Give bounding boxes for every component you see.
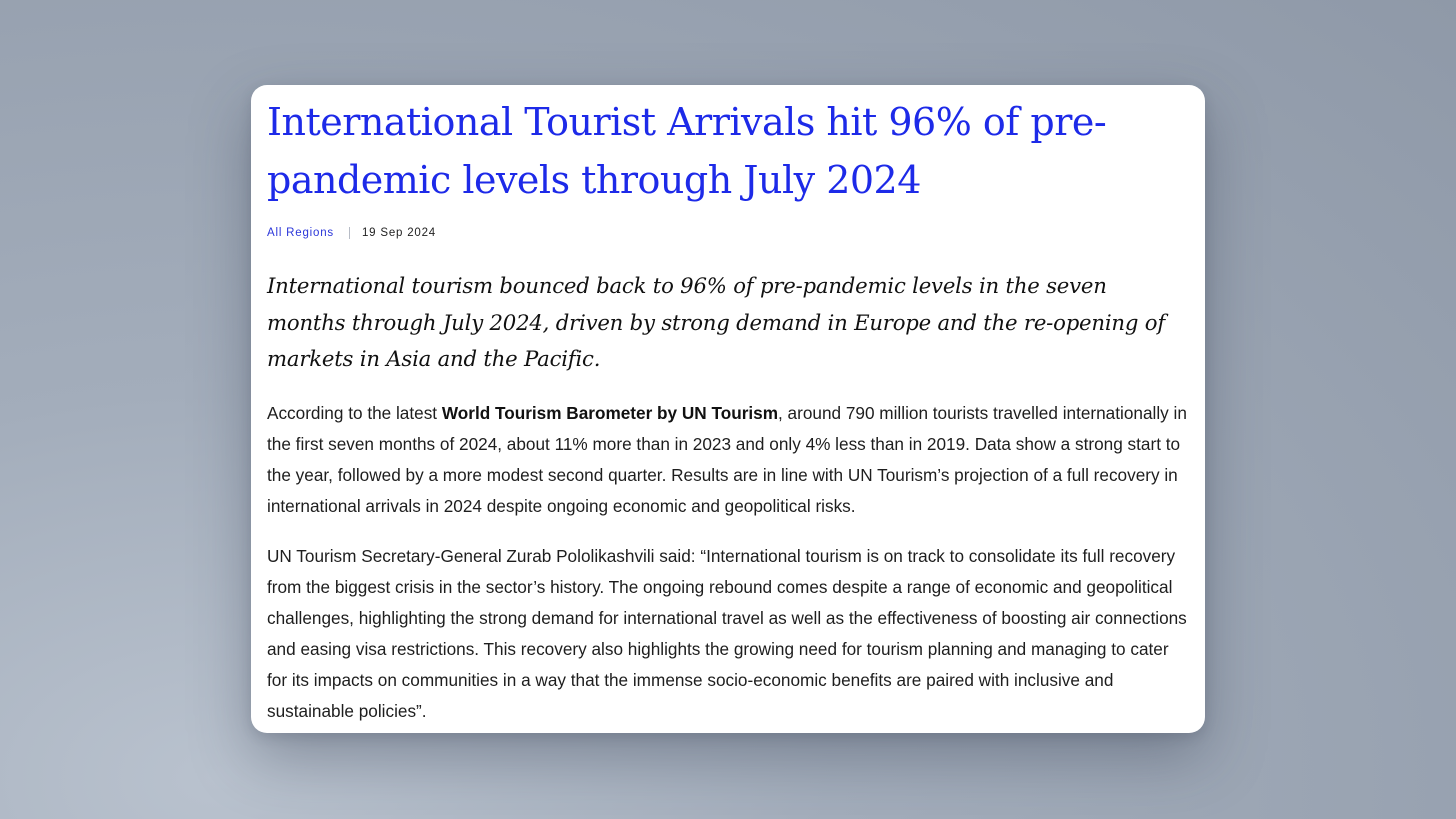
barometer-name: World Tourism Barometer by UN Tourism <box>441 402 778 423</box>
article-card <box>251 85 1205 733</box>
article-meta <box>267 225 1189 241</box>
article-lede: International tourism bounced back to 96% of pre-pandemic levels in the seven months through July 2024, driven by strong demand in Europe and the re-opening of markets in Asia and the Pacific. <box>267 273 1165 371</box>
article-title: International Tourist Arrivals hit 96% of pre-pandemic levels through July 2024 <box>267 100 1107 202</box>
publish-date: 19 Sep 2024 <box>361 227 436 239</box>
body-paragraph-2: UN Tourism Secretary-General Zurab Pololikashvili said: “International tourism is on track to consolidate its full recovery from the biggest crisis in the sector’s history. The ongoing rebound comes despite a range of economic and geopolitical challenges, highlighting the strong demand for international travel as well as the effectiveness of boosting air connections and easing visa restrictions. This recovery also highlights the growing need for tourism planning and managing to cater for its impacts on communities in a way that the immense socio-economic benefits are paired with inclusive and sustainable policies”. <box>267 545 1187 721</box>
body-paragraph-1 <box>267 398 1189 522</box>
meta-divider <box>349 227 350 239</box>
region-link[interactable]: All Regions <box>267 227 334 239</box>
paragraph-text: , around 790 million tourists travelled internationally in the first seven months of 2024, about 11% more than in 2023 and only 4% less than in 2019. Data show a strong start to the year, followed by a more modest second quarter. Results are in line with UN Tourism’s projection of a full recovery in international arrivals in 2024 despite ongoing economic and geopolitical risks. <box>267 402 1187 516</box>
paragraph-text: According to the latest <box>267 402 442 423</box>
